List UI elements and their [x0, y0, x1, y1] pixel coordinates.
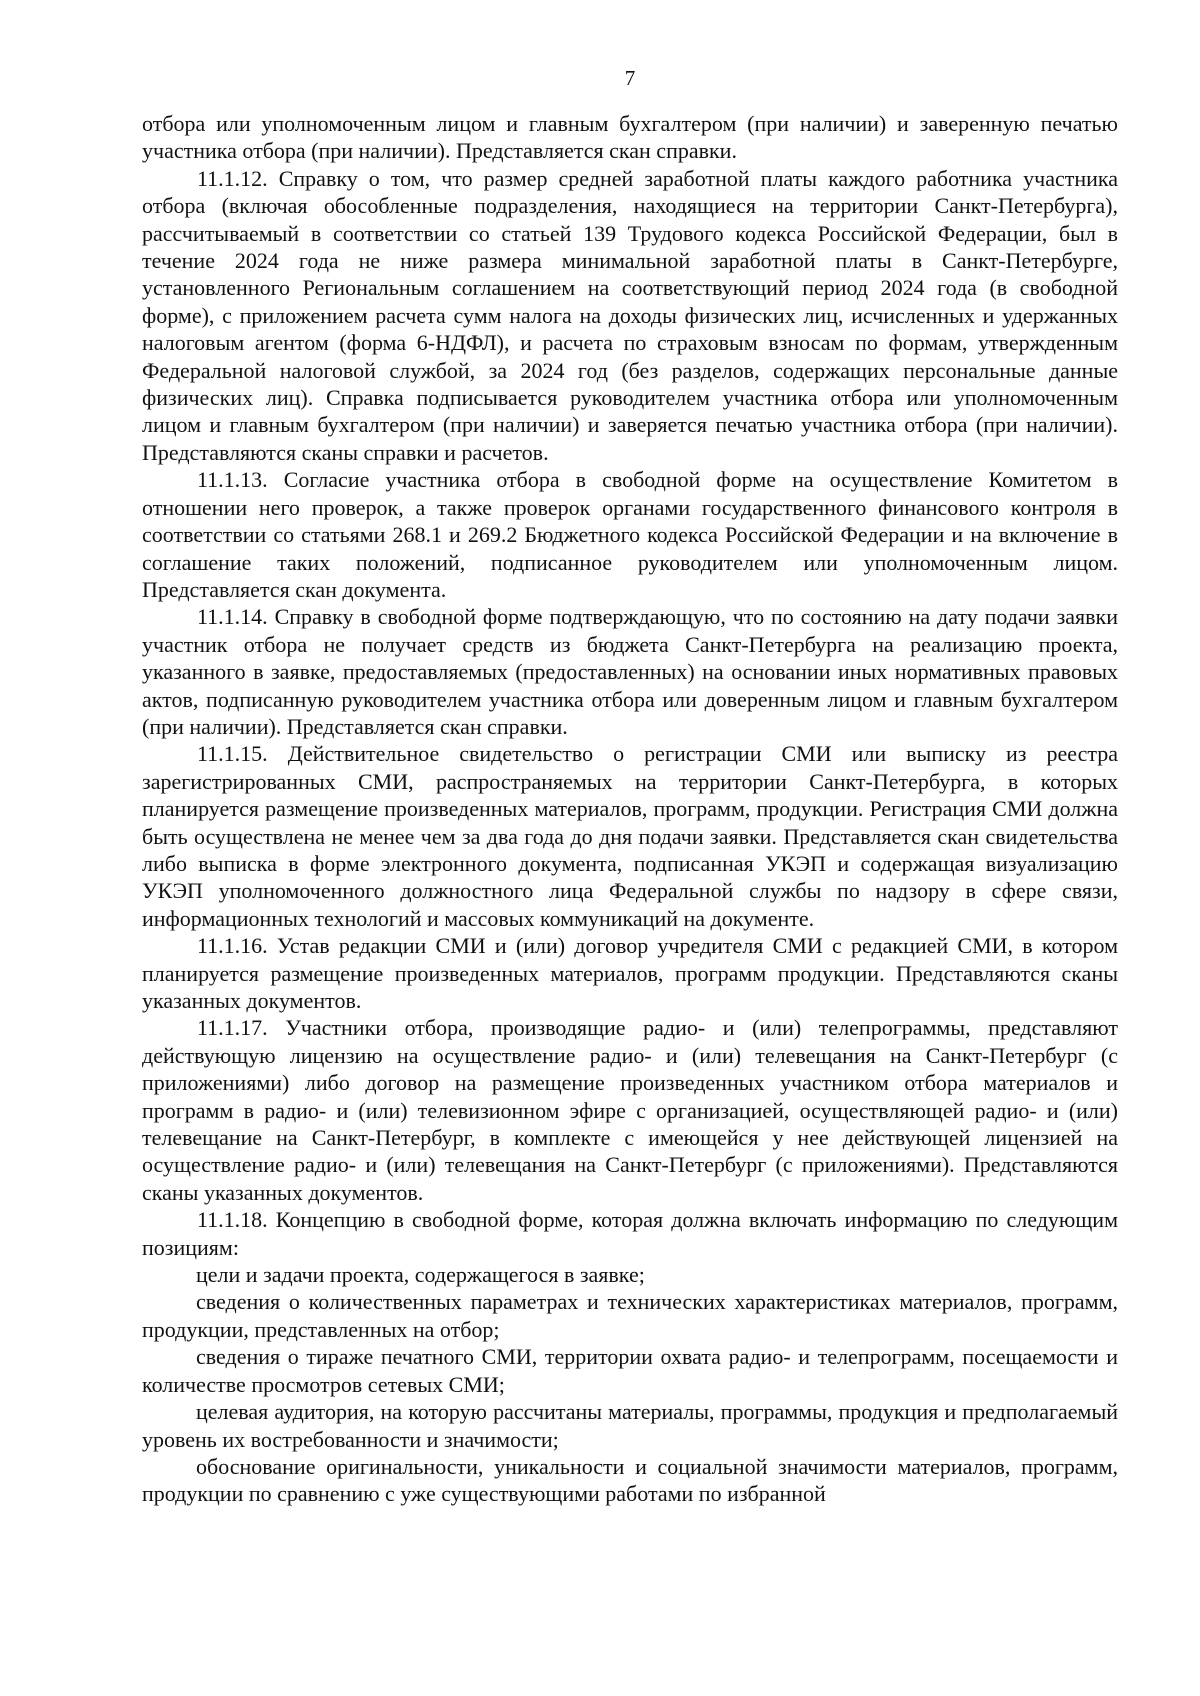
paragraph-11-1-14: 11.1.14. Справку в свободной форме подтверждающую, что по состоянию на дату подачи заявки участник отбора не получает средств из бюджета Санкт-Петербурга на реализацию проекта, указанного в заявке, предоставляемых (предоставленных) на основании иных нормативных правовых актов, подписанную руководителем участника отбора или доверенным лицом и главным бухгалтером (при наличии). Представляется скан справки.: [142, 604, 1118, 739]
list-item-audience: целевая аудитория, на которую рассчитаны материалы, программы, продукция и предполагаемый уровень их востребованности и значимости;: [142, 1399, 1118, 1452]
paragraph-11-1-17: 11.1.17. Участники отбора, производящие радио- и (или) телепрограммы, представляют действующую лицензию на осуществление радио- и (или) телевещания на Санкт-Петербург (с приложениями) либо договор на размещение произведенных участником отбора материалов и программ в радио- и (или) телевизионном эфире с организацией, осуществляющей радио- и (или) телевещание на Санкт-Петербург, в комплекте с имеющейся у нее действующей лицензией на осуществление радио- и (или) телевещания на Санкт-Петербург (с приложениями). Представляются сканы указанных документов.: [142, 1015, 1118, 1205]
list-item-originality: обоснование оригинальности, уникальности и социальной значимости материалов, программ, продукции по сравнению с уже существующими работами по избранной: [142, 1453, 1118, 1507]
page-number: 7: [624, 66, 636, 90]
paragraph-11-1-18: 11.1.18. Концепцию в свободной форме, которая должна включать информацию по следующим позициям:: [142, 1207, 1118, 1260]
paragraph-11-1-13: 11.1.13. Согласие участника отбора в свободной форме на осуществление Комитетом в отношении него проверок, а также проверок органами государственного финансового контроля в соответствии со статьями 268.1 и 269.2 Бюджетного кодекса Российской Федерации и на включение в соглашение таких положений, подписанное руководителем или уполномоченным лицом. Представляется скан документа.: [142, 467, 1118, 602]
list-item-goals: цели и задачи проекта, содержащегося в заявке;: [196, 1262, 645, 1288]
list-item-quantitative: сведения о количественных параметрах и технических характеристиках материалов, программ, продукции, представленных на отбор;: [142, 1289, 1118, 1342]
document-body: [142, 110, 1118, 1508]
paragraph-11-1-12: 11.1.12. Справку о том, что размер средней заработной платы каждого работника участника отбора (включая обособленные подразделения, находящиеся на территории Санкт-Петербурга), рассчитываемый в соответствии со статьей 139 Трудового кодекса Российской Федерации, был в течение 2024 года не ниже размера минимальной заработной платы в Санкт-Петербурге, установленного Региональным соглашением на соответствующий период 2024 года (в свободной форме), с приложением расчета сумм налога на доходы физических лиц, исчисленных и удержанных налоговым агентом (форма 6-НДФЛ), и расчета по страховым взносам по формам, утвержденным Федеральной налоговой службой, за 2024 год (без разделов, содержащих персональные данные физических лиц). Справка подписывается руководителем участника отбора или уполномоченным лицом и главным бухгалтером (при наличии) и заверяется печатью участника отбора (при наличии). Представляются сканы справки и расчетов.: [142, 165, 1118, 465]
paragraph-11-1-16: 11.1.16. Устав редакции СМИ и (или) договор учредителя СМИ с редакцией СМИ, в котором планируется размещение произведенных материалов, программ продукции. Представляются сканы указанных документов.: [142, 933, 1118, 1013]
paragraph-continuation: отбора или уполномоченным лицом и главным бухгалтером (при наличии) и заверенную печатью участника отбора (при наличии). Представляется скан справки.: [142, 111, 1118, 164]
paragraph-11-1-15: 11.1.15. Действительное свидетельство о регистрации СМИ или выписку из реестра зарегистрированных СМИ, распространяемых на территории Санкт-Петербурга, в которых планируется размещение произведенных материалов, программ, продукции. Регистрация СМИ должна быть осуществлена не менее чем за два года до дня подачи заявки. Представляется скан свидетельства либо выписка в форме электронного документа, подписанная УКЭП и содержащая визуализацию УКЭП уполномоченного должностного лица Федеральной службы по надзору в сфере связи, информационных технологий и массовых коммуникаций на документе.: [142, 741, 1118, 931]
list-item-circulation: сведения о тираже печатного СМИ, территории охвата радио- и телепрограмм, посещаемости и количестве просмотров сетевых СМИ;: [142, 1344, 1118, 1397]
